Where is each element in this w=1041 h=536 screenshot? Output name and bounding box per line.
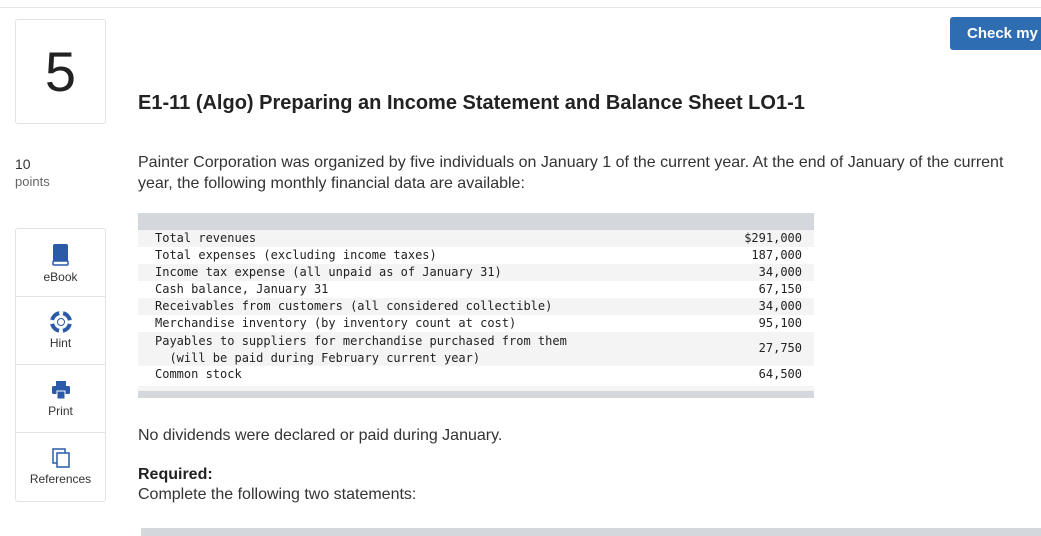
question-number: 5 bbox=[15, 19, 106, 124]
print-label: Print bbox=[48, 404, 73, 418]
points-block bbox=[15, 155, 50, 191]
required-label: Required: bbox=[138, 466, 213, 483]
row-label: Total revenues bbox=[155, 231, 257, 245]
top-divider bbox=[0, 7, 1041, 8]
table-row bbox=[138, 315, 814, 332]
hint-label: Hint bbox=[49, 336, 72, 350]
row-value: 187,000 bbox=[751, 248, 802, 262]
row-value: 67,150 bbox=[758, 282, 802, 296]
check-my-work-button[interactable]: Check my bbox=[950, 17, 1041, 50]
row-label: Receivables from customers (all considered collectible) bbox=[155, 299, 553, 313]
ebook-label: eBook bbox=[43, 270, 78, 284]
print-button[interactable] bbox=[16, 365, 105, 433]
row-label: Income tax expense (all unpaid as of January 31) bbox=[155, 265, 502, 279]
question-intro: Painter Corporation was organized by five individuals on January 1 of the current year. At the end of January of the current year, the following monthly financial data are available: bbox=[138, 154, 1004, 192]
financial-data-table bbox=[138, 213, 814, 398]
table-row bbox=[138, 366, 814, 386]
row-value: $291,000 bbox=[744, 231, 802, 245]
row-value: 64,500 bbox=[758, 367, 802, 381]
row-value: 27,750 bbox=[758, 341, 802, 355]
row-label: Payables to suppliers for merchandise purchased from them (will be paid during February current year) bbox=[155, 334, 567, 365]
row-label: Total expenses (excluding income taxes) bbox=[155, 248, 437, 262]
lifebuoy-icon bbox=[50, 311, 72, 333]
ebook-button[interactable] bbox=[16, 229, 105, 297]
tools-panel bbox=[15, 228, 106, 502]
points-label: points bbox=[15, 174, 50, 189]
table-row bbox=[138, 230, 814, 247]
row-label: Cash balance, January 31 bbox=[155, 282, 329, 296]
row-label: Common stock bbox=[155, 367, 242, 381]
row-value: 95,100 bbox=[758, 316, 802, 330]
printer-icon bbox=[50, 379, 72, 401]
row-label: Merchandise inventory (by inventory count at cost) bbox=[155, 316, 517, 330]
statement-header-bar bbox=[141, 528, 1041, 536]
row-value: 34,000 bbox=[758, 265, 802, 279]
question-title: E1-11 (Algo) Preparing an Income Statement and Balance Sheet LO1-1 bbox=[138, 92, 805, 114]
book-icon bbox=[51, 243, 71, 267]
points-value: 10 bbox=[15, 156, 31, 172]
references-button[interactable] bbox=[16, 433, 105, 501]
hint-button[interactable] bbox=[16, 297, 105, 365]
documents-icon bbox=[50, 447, 72, 469]
table-row bbox=[138, 264, 814, 281]
row-value: 34,000 bbox=[758, 299, 802, 313]
dividends-note: No dividends were declared or paid during January. bbox=[138, 427, 503, 444]
instruction-text: Complete the following two statements: bbox=[138, 486, 417, 503]
references-label: References bbox=[29, 472, 92, 486]
table-row bbox=[138, 281, 814, 298]
table-row bbox=[138, 298, 814, 315]
table-row bbox=[138, 332, 814, 366]
table-row bbox=[138, 247, 814, 264]
